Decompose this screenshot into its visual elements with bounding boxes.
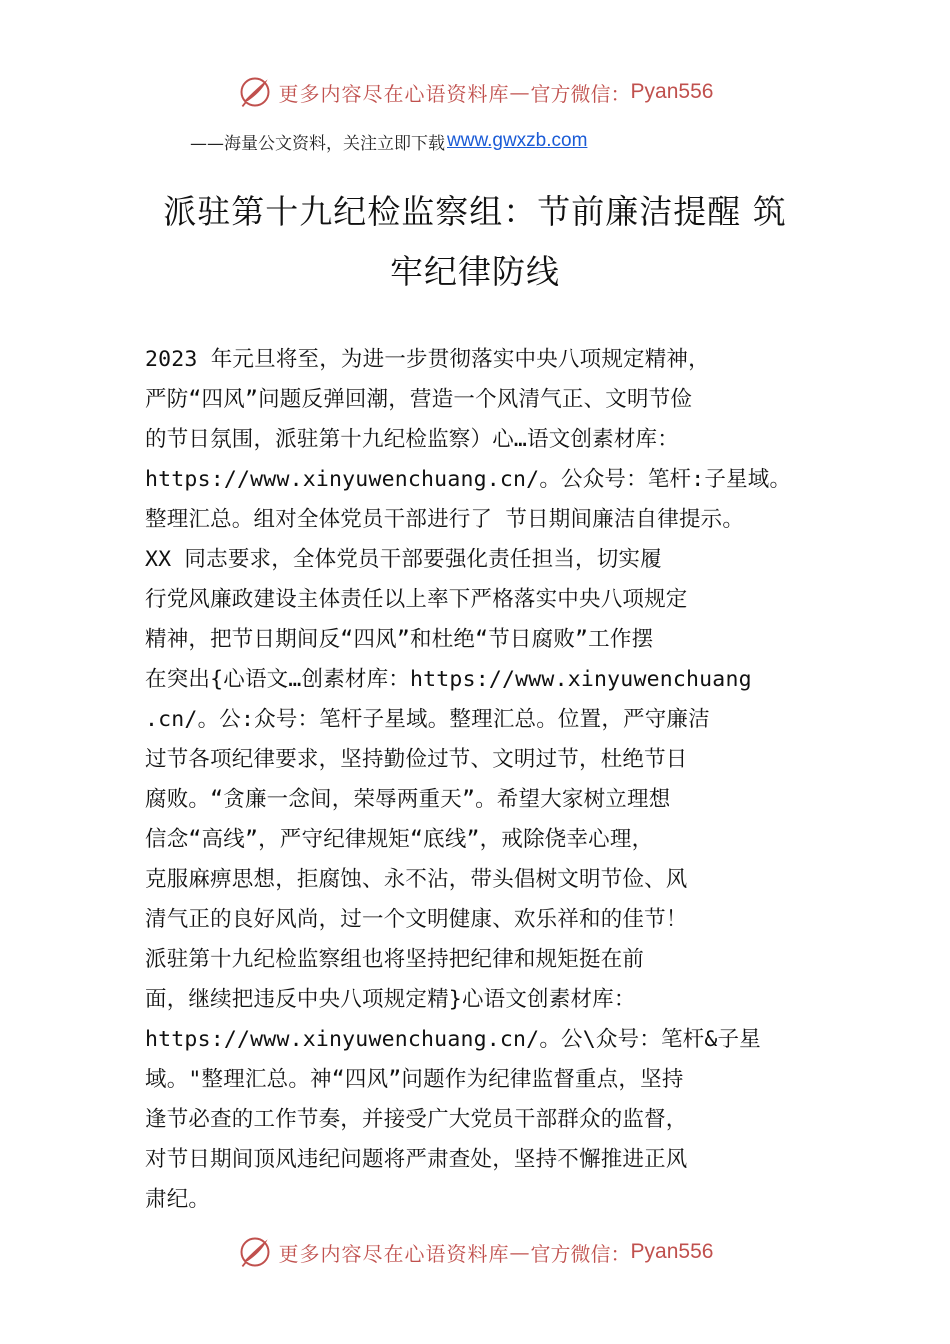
body-line: 过节各项纪律要求，坚持勤俭过节、文明过节，杜绝节日 (145, 747, 688, 772)
wechat-id: Pyan556 (630, 80, 714, 103)
body-line: 肃纪。 (145, 1187, 211, 1212)
body-line: 信念“高线”，严守纪律规矩“底线”，戒除侥幸心理， (145, 827, 654, 852)
document-body (145, 340, 825, 1220)
promo-text: ——海量公文资料，关注立即下载 (190, 133, 445, 154)
body-line: XX 同志要求，全体党员干部要强化责任担当，切实履 (145, 547, 662, 572)
quill-pen-icon (237, 74, 273, 110)
document-title-line-1: 派驻第十九纪检监察组：节前廉洁提醒 筑 (163, 192, 787, 231)
wechat-label: 官方微信： (530, 1241, 631, 1266)
body-line: 清气正的良好风尚，过一个文明健康、欢乐祥和的佳节！ (145, 907, 688, 932)
quill-pen-icon (237, 1234, 273, 1270)
body-line: 对节日期间顶风违纪问题将严肃查处，坚持不懈推进正风 (145, 1147, 688, 1172)
body-line: 域。"整理汇总。神“四风”问题作为纪律监督重点，坚持 (145, 1067, 684, 1092)
body-line: https://www.xinyuwenchuang.cn/。公众号：笔杆:子星域。 (145, 467, 792, 492)
body-line: 克服麻痹思想，拒腐蚀、永不沾，带头倡树文明节俭、风 (145, 867, 688, 892)
brand-separator: — (509, 80, 531, 104)
body-line: https://www.xinyuwenchuang.cn/。公\众号：笔杆&子星 (145, 1027, 761, 1052)
promo-link[interactable]: www.gwxzb.com (447, 130, 588, 151)
body-line: 严防“四风”问题反弹回潮，营造一个风清气正、文明节俭 (145, 387, 693, 412)
brand-text: 更多内容尽在心语资料库 (278, 1241, 510, 1266)
brand-text: 更多内容尽在心语资料库 (278, 81, 510, 106)
brand-separator: — (509, 1240, 531, 1264)
body-line: 逢节必查的工作节奏，并接受广大党员干部群众的监督， (145, 1107, 688, 1132)
body-line: 在突出{心语文…创素材库：https://www.xinyuwenchuang (145, 667, 752, 692)
body-line: .cn/。公:众号：笔杆子星域。整理汇总。位置，严守廉洁 (145, 707, 710, 732)
body-line: 行党风廉政建设主体责任以上率下严格落实中央八项规定 (145, 587, 688, 612)
body-line: 派驻第十九纪检监察组也将坚持把纪律和规矩挺在前 (145, 947, 645, 972)
footer-brand-banner (0, 1230, 950, 1274)
body-line: 整理汇总。组对全体党员干部进行了 节日期间廉洁自律提示。 (145, 507, 745, 532)
body-line: 精神，把节日期间反“四风”和杜绝“节日腐败”工作摆 (145, 627, 654, 652)
body-line: 腐败。“贪廉一念间，荣辱两重天”。希望大家树立理想 (145, 787, 671, 812)
body-line: 的节日氛围，派驻第十九纪检监察）心…语文创素材库： (145, 427, 679, 452)
wechat-id: Pyan556 (630, 1240, 714, 1263)
body-line: 2023 年元旦将至，为进一步贯彻落实中央八项规定精神， (145, 347, 710, 372)
body-line: 面，继续把违反中央八项规定精}心语文创素材库： (145, 987, 636, 1012)
document-title-line-2: 牢纪律防线 (390, 252, 560, 291)
header-brand-banner (0, 70, 950, 114)
wechat-label: 官方微信： (530, 81, 631, 106)
promo-line (190, 126, 587, 156)
